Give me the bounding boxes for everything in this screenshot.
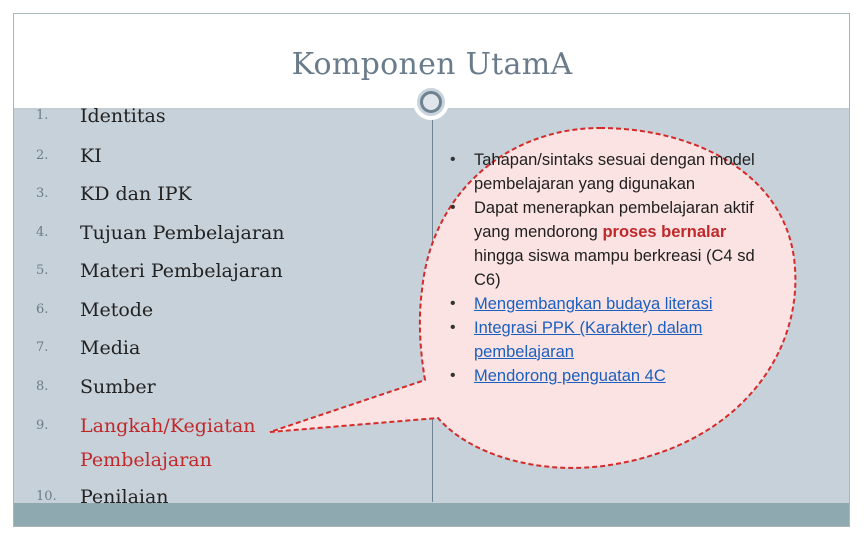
- list-label: Materi Pembelajaran: [80, 260, 283, 282]
- callout-item-2: [446, 196, 776, 292]
- list-number: 7.: [36, 340, 49, 355]
- bullet-icon: •: [450, 295, 456, 312]
- list-label: Tujuan Pembelajaran: [80, 222, 285, 244]
- callout-link-literasi[interactable]: Mengembangkan budaya literasi: [474, 295, 713, 313]
- list-label: Langkah/Kegiatan: [80, 415, 256, 437]
- callout-item-3: [446, 292, 776, 316]
- list-number: 3.: [36, 186, 49, 201]
- list-label: Metode: [80, 299, 154, 321]
- callout-item-text-after: hingga siswa mampu berkreasi (C4 sd C6): [474, 247, 755, 289]
- callout-text: [446, 148, 776, 388]
- list-number: 9.: [36, 418, 49, 433]
- bullet-icon: •: [450, 367, 456, 384]
- list-label: Sumber: [80, 376, 156, 398]
- callout-link-4c[interactable]: Mendorong penguatan 4C: [474, 367, 666, 385]
- callout-item-text: Dapat menerapkan pembelajaran aktif yang mendorong: [474, 199, 754, 241]
- callout-link-ppk[interactable]: Integrasi PPK (Karakter) dalam pembelajaran: [474, 319, 703, 361]
- callout-item-5: [446, 364, 776, 388]
- highlight-text: proses bernalar: [602, 223, 727, 241]
- bullet-icon: •: [450, 199, 456, 216]
- bullet-icon: •: [450, 319, 456, 336]
- list-label: Identitas: [80, 105, 166, 127]
- list-number: 2.: [36, 148, 49, 163]
- list-label: Media: [80, 337, 141, 359]
- list-number: 10.: [36, 489, 57, 504]
- list-label: KI: [80, 145, 102, 167]
- callout-item-4: [446, 316, 776, 364]
- slide-title: Komponen UtamA: [291, 47, 573, 82]
- list-label: KD dan IPK: [80, 183, 192, 205]
- list-number: 5.: [36, 263, 49, 278]
- callout-item-1: [446, 148, 776, 196]
- bullet-icon: •: [450, 151, 456, 168]
- list-label-continued: Pembelajaran: [80, 449, 212, 471]
- list-number: 4.: [36, 225, 49, 240]
- list-number: 8.: [36, 379, 49, 394]
- list-label: Penilaian: [80, 486, 169, 508]
- list-number: 1.: [36, 108, 49, 123]
- list-number: 6.: [36, 302, 49, 317]
- callout-item-text: Tahapan/sintaks sesuai dengan model pembelajaran yang digunakan: [474, 151, 755, 193]
